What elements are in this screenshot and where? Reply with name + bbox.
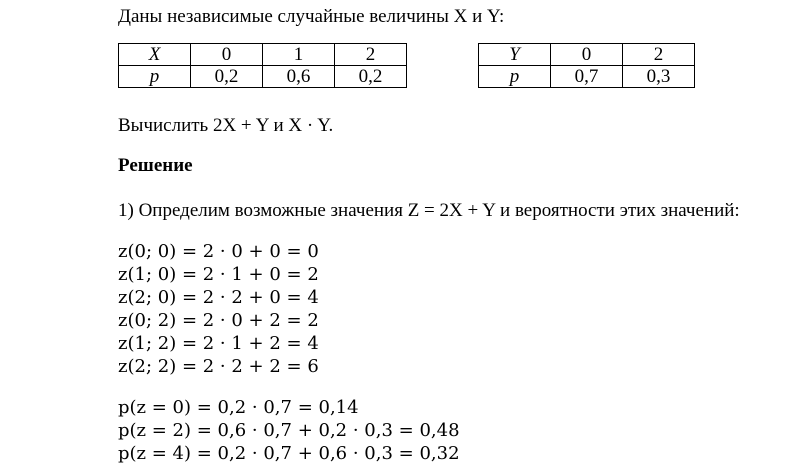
z-value-line: z(2; 2) = 2 · 2 + 2 = 6 bbox=[118, 356, 319, 377]
probability-line: p(z = 2) = 0,6 · 0,7 + 0,2 · 0,3 = 0,48 bbox=[118, 420, 460, 441]
distribution-table-x bbox=[118, 43, 407, 88]
table-cell: p bbox=[479, 66, 551, 88]
z-value-line: z(1; 2) = 2 · 1 + 2 = 4 bbox=[118, 333, 319, 354]
table-cell: 2 bbox=[623, 44, 695, 66]
z-value-line: z(2; 0) = 2 · 2 + 0 = 4 bbox=[118, 287, 319, 308]
distribution-table-y bbox=[478, 43, 695, 88]
z-value-line: z(1; 0) = 2 · 1 + 0 = 2 bbox=[118, 264, 319, 285]
z-value-line: z(0; 2) = 2 · 0 + 2 = 2 bbox=[118, 310, 319, 331]
table-cell: 2 bbox=[335, 44, 407, 66]
table-cell: 0,7 bbox=[551, 66, 623, 88]
table-cell: 1 bbox=[263, 44, 335, 66]
table-cell: 0,6 bbox=[263, 66, 335, 88]
table-cell: X bbox=[119, 44, 191, 66]
step-1-text: 1) Определим возможные значения Z = 2X + Y и вероятности этих значений: bbox=[118, 200, 740, 221]
solution-heading: Решение bbox=[118, 155, 193, 176]
table-cell: p bbox=[119, 66, 191, 88]
table-cell: 0,3 bbox=[623, 66, 695, 88]
probability-line: p(z = 0) = 0,2 · 0,7 = 0,14 bbox=[118, 397, 359, 418]
table-row bbox=[479, 44, 695, 66]
table-cell: Y bbox=[479, 44, 551, 66]
table-cell: 0 bbox=[191, 44, 263, 66]
compute-text: Вычислить 2X + Y и X · Y. bbox=[118, 115, 334, 136]
table-row bbox=[119, 44, 407, 66]
probability-line: p(z = 4) = 0,2 · 0,7 + 0,6 · 0,3 = 0,32 bbox=[118, 443, 460, 464]
table-cell: 0 bbox=[551, 44, 623, 66]
table-row bbox=[119, 66, 407, 88]
table-cell: 0,2 bbox=[191, 66, 263, 88]
intro-text: Даны независимые случайные величины X и Y: bbox=[118, 6, 505, 27]
z-value-line: z(0; 0) = 2 · 0 + 0 = 0 bbox=[118, 241, 319, 262]
table-row bbox=[479, 66, 695, 88]
table-cell: 0,2 bbox=[335, 66, 407, 88]
